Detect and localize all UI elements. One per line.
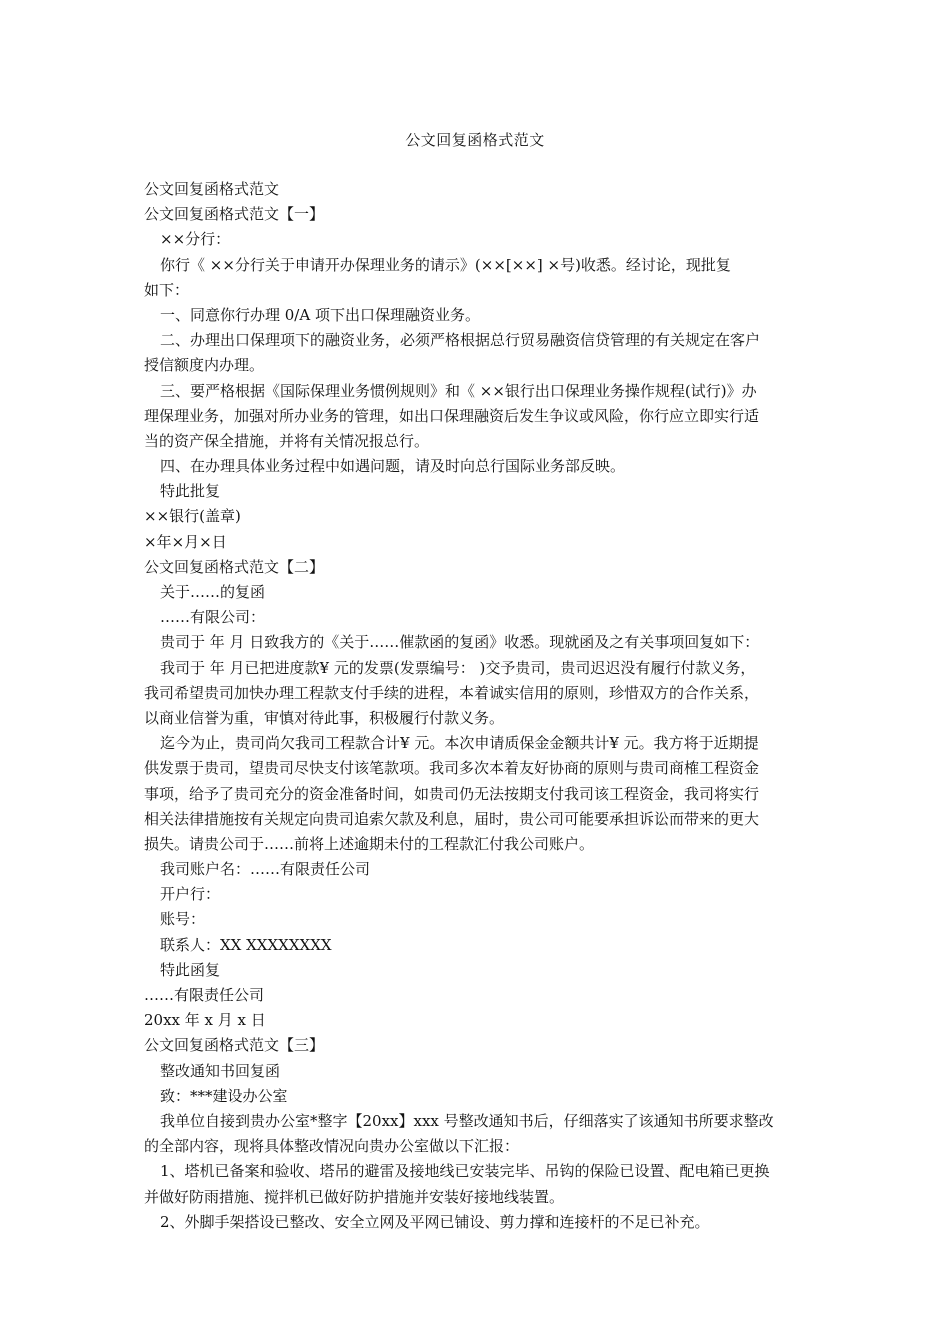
text-line: 如下：	[144, 280, 190, 299]
text-line: 2、外脚手架搭设已整改、安全立网及平网已铺设、剪力撑和连接杆的不足已补充。	[160, 1212, 710, 1231]
text-line: 当的资产保全措施，并将有关情况报总行。	[144, 431, 430, 450]
document-body	[144, 177, 808, 1235]
text-line: 三、要严格根据《国际保理业务惯例规则》和《 ××银行出口保理业务操作规程(试行)》办	[160, 381, 757, 400]
text-line: 1、塔机已备案和验收、塔吊的避雷及接地线已安装完毕、吊钩的保险已设置、配电箱已更换	[160, 1162, 770, 1181]
text-line: ……有限公司：	[160, 608, 266, 627]
text-line: 损失。请贵公司于……前将上述逾期未付的工程款汇付我公司账户。	[144, 834, 595, 853]
text-line: 我司于 年 月已把进度款¥ 元的发票(发票编号： )交予贵司，贵司迟迟没有履行付款义务，	[160, 658, 756, 677]
text-line: 特此函复	[160, 960, 221, 979]
page-title: 公文回复函格式范文	[405, 131, 545, 149]
text-line: 四、在办理具体业务过程中如遇问题，请及时向总行国际业务部反映。	[160, 457, 626, 476]
text-line: 你行《 ××分行关于申请开办保理业务的请示》(××[××] ×号)收悉。经讨论，现批复	[160, 255, 731, 274]
text-line: 公文回复函格式范文【三】	[144, 1036, 325, 1055]
text-line: 开户行：	[160, 885, 221, 904]
text-line: 理保理业务，加强对所办业务的管理，如出口保理融资后发生争议或风险，你行应立即实行适	[144, 406, 760, 425]
text-line: 二、办理出口保理项下的融资业务，必须严格根据总行贸易融资信贷管理的有关规定在客户	[160, 331, 761, 350]
text-line: 我司希望贵司加快办理工程款支付手续的进程，本着诚实信用的原则，珍惜双方的合作关系，	[144, 683, 760, 702]
text-line: 一、同意你行办理 0/A 项下出口保理融资业务。	[160, 305, 480, 324]
text-line: 的全部内容，现将具体整改情况向贵办公室做以下汇报：	[144, 1137, 520, 1156]
text-line: ……有限责任公司	[144, 986, 265, 1004]
text-line: 联系人：XX XXXXXXXX	[160, 935, 332, 954]
text-line: 事项，给予了贵司充分的资金准备时间，如贵司仍无法按期支付我司该工程资金，我司将实行	[144, 784, 760, 803]
text-line: 特此批复	[160, 482, 221, 501]
text-line: ××分行：	[160, 230, 231, 249]
text-line: 致：***建设办公室	[160, 1086, 288, 1105]
text-line: 公文回复函格式范文【二】	[144, 557, 325, 576]
text-line: 贵司于 年 月 日致我方的《关于……催款函的复函》收悉。现就函及之有关事项回复如下：	[160, 633, 760, 652]
text-line: ×年×月×日	[144, 532, 227, 551]
text-line: 相关法律措施按有关规定向贵司追索欠款及利息，届时，贵公司可能要承担诉讼而带来的更大	[144, 809, 760, 828]
text-line: ××银行(盖章)	[144, 507, 241, 526]
text-line: 关于……的复函	[160, 583, 266, 601]
text-line: 公文回复函格式范文【一】	[144, 205, 325, 224]
text-line: 公文回复函格式范文	[144, 180, 280, 198]
text-line: 迄今为止，贵司尚欠我司工程款合计¥ 元。本次申请质保金金额共计¥ 元。我方将于近期提	[160, 734, 759, 753]
text-line: 以商业信誉为重，审慎对待此事，积极履行付款义务。	[144, 708, 505, 727]
text-line: 授信额度内办理。	[144, 356, 265, 375]
text-line: 我单位自接到贵办公室*整字【20xx】xxx 号整改通知书后，仔细落实了该通知书所要求整改	[160, 1111, 774, 1130]
text-line: 并做好防雨措施、搅拌机已做好防护措施并安装好接地线装置。	[144, 1187, 565, 1206]
text-line: 我司账户名：……有限责任公司	[160, 860, 371, 879]
text-line: 账号：	[160, 910, 206, 929]
text-line: 供发票于贵司，望贵司尽快支付该笔款项。我司多次本着友好协商的原则与贵司商榷工程资金	[144, 759, 760, 778]
text-line: 20xx 年 x 月 x 日	[144, 1011, 266, 1030]
text-line: 整改通知书回复函	[160, 1061, 281, 1080]
